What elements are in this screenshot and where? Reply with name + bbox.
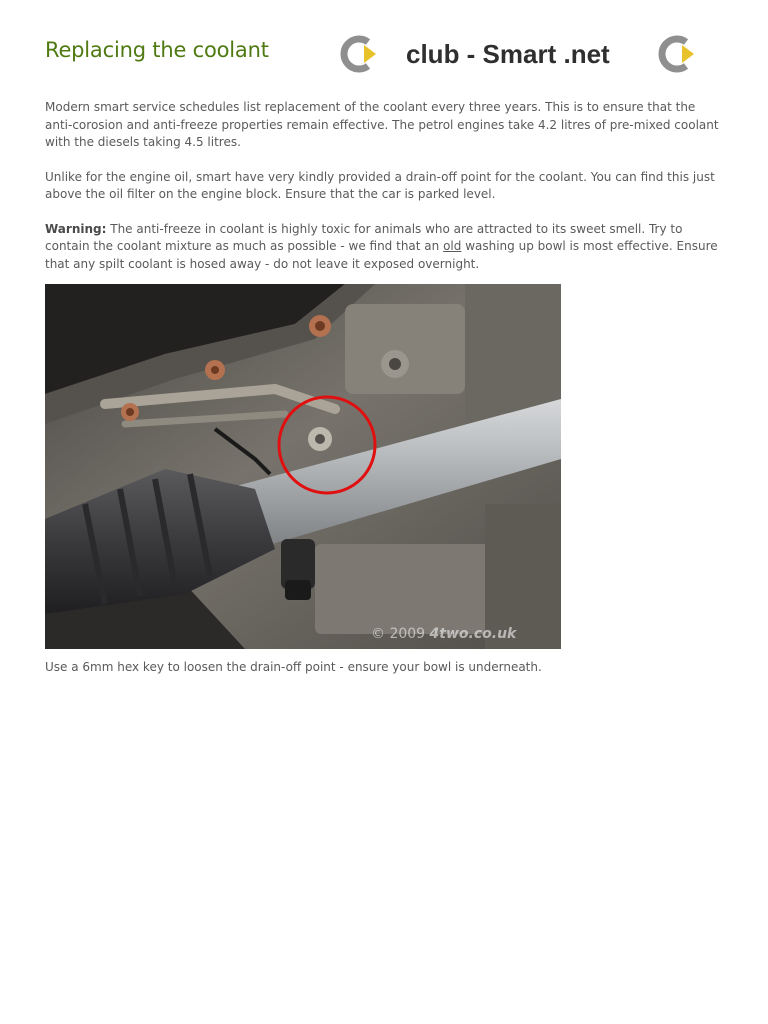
intro-paragraph: Modern smart service schedules list replacement of the coolant every three years. This is to ensure that the anti-corosion and anti-freeze properties remain effective. The petrol engines take 4.2 litres of pre-mixed coolant with the diesels taking 4.5 litres. [45,100,719,149]
brand-header[interactable] [338,32,708,76]
warning-label: Warning: [45,221,107,236]
warning-emphasis: old [443,239,462,253]
warning-text-end: washing up bowl is most effective. Ensure that any spilt coolant is hosed away - do not leave it exposed overnight. [45,239,718,271]
article-body [45,99,725,290]
engine-photo [45,284,561,649]
photo-caption: Use a 6mm hex key to loosen the drain-off point - ensure your bowl is underneath. [45,660,542,674]
warning-text-start: The anti-freeze in coolant is highly toxic for animals who are attracted to its sweet smell. Try to contain the coolant mixture as much as possible - we find that an [45,221,683,253]
drain-point-paragraph: Unlike for the engine oil, smart have very kindly provided a drain-off point for the coolant. You can find this just above the oil filter on the engine block. Ensure that the car is parked level. [45,169,715,201]
smart-logo-icon [656,34,698,74]
photo-watermark: © 2009 4two.co.uk [371,626,517,642]
page-title: Replacing the coolant [45,38,269,62]
brand-text: club - Smart .net [406,39,610,69]
warning-paragraph [45,221,725,274]
smart-logo-icon [338,34,380,74]
